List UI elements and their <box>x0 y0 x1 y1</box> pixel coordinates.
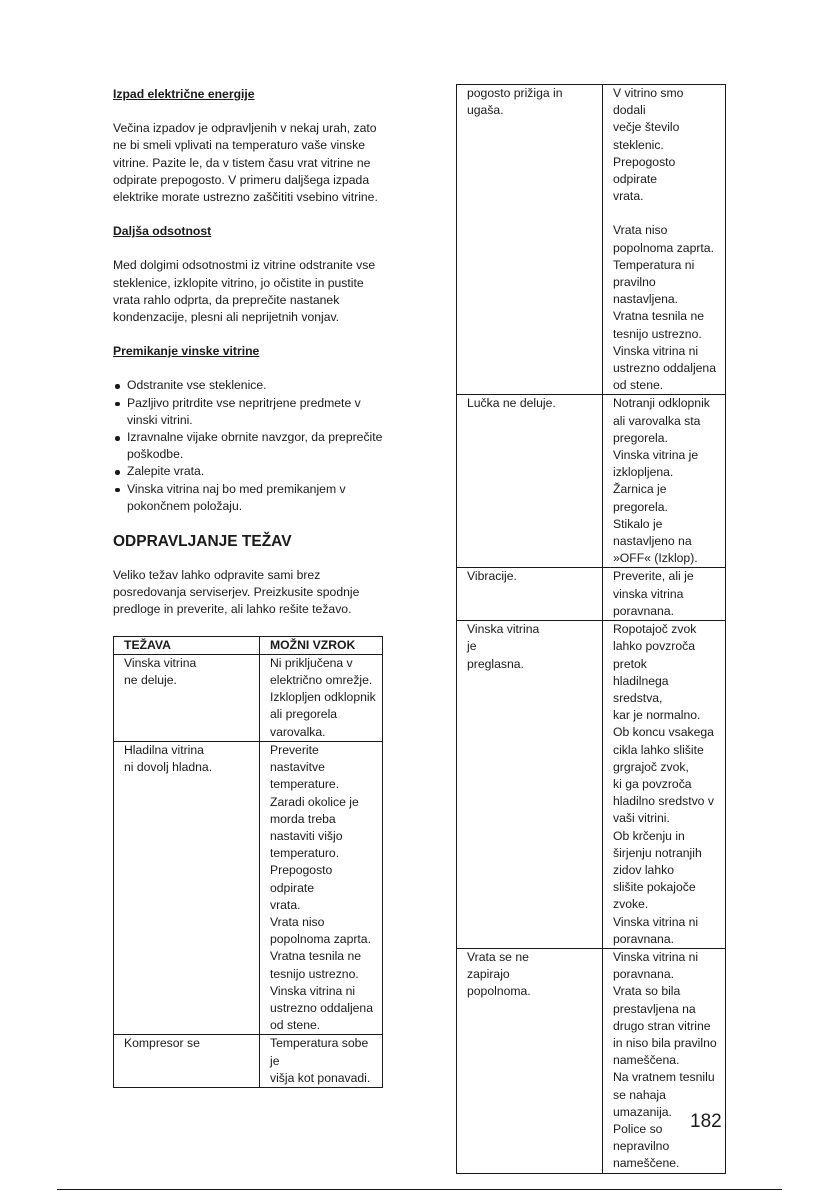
cell-line: lahko povzroča <box>613 639 695 654</box>
cell-line: Vinska vitrina ni <box>613 949 699 964</box>
power-outage-text: Večina izpadov je odpravljenih v nekaj urah, zato ne bi smeli vplivati na temperaturo vaše vinske vitrine. Pazite le, da v tistem času vrat vitrine ne odpirate prepogosto. V primeru daljšega izpada elektrike morate ustrezno zaščititi vsebino vitrine. <box>113 121 378 205</box>
cell-line: Prepogosto odpirate <box>613 154 676 187</box>
cell-line: Vrata se ne <box>467 949 529 964</box>
cell-line: zidov lahko <box>613 862 674 877</box>
cell-line: nameščene. <box>613 1156 680 1171</box>
cell-line: popolnoma zaprta. <box>270 932 371 947</box>
cell-line: temperaturo. <box>270 846 340 861</box>
table-row <box>457 621 726 949</box>
problem-cell <box>457 395 603 568</box>
cell-line: Vinska vitrina <box>124 655 197 670</box>
table-body-left <box>114 654 383 1087</box>
problem-cell <box>114 741 260 1034</box>
header-cause: MOŽNI VZROK <box>260 636 383 654</box>
cell-line: Ni priključena v <box>270 655 353 670</box>
cell-line: umazanija. <box>613 1104 672 1119</box>
cell-line: ne deluje. <box>124 673 177 688</box>
page-number: 182 <box>690 1111 722 1132</box>
cell-line: poravnana. <box>613 603 674 618</box>
cell-line: Kompresor se <box>124 1036 200 1051</box>
cause-cell <box>260 741 383 1034</box>
cell-line: od stene. <box>613 378 664 393</box>
moving-bullet-list <box>113 377 385 515</box>
cell-line: ustrezno oddaljena <box>270 1000 373 1015</box>
problem-cell <box>457 568 603 621</box>
cell-line: hladilno sredstvo v <box>613 794 714 809</box>
cell-line: pravilno nastavljena. <box>613 275 679 307</box>
cause-cell <box>260 654 383 741</box>
moving-heading: Premikanje vinske vitrine <box>113 344 260 359</box>
cell-line: tesnijo ustrezno. <box>270 966 359 981</box>
cause-cell <box>603 395 726 568</box>
cell-line: popolnoma. <box>467 984 531 999</box>
bullet-item: Vinska vitrina naj bo med premikanjem v pokončnem položaju. <box>113 481 385 515</box>
problem-cell <box>457 621 603 949</box>
absence-heading: Daljša odsotnost <box>113 224 212 239</box>
table-header-row <box>114 636 383 654</box>
cell-line: morda treba <box>270 811 336 826</box>
bullet-item: Zalepite vrata. <box>113 463 385 480</box>
troubleshooting-intro: Veliko težav lahko odpravite sami brez posredovanja serviserjev. Preizkusite spodnje predloge in preverite, ali lahko rešite težavo. <box>113 568 360 617</box>
cell-line: Vrata so bila <box>613 984 681 999</box>
cell-line: varovalka. <box>270 724 326 739</box>
troubleshooting-table-part1 <box>113 636 383 1088</box>
cell-line: prestavljena na <box>613 1001 696 1016</box>
cell-line: nastaviti višjo <box>270 828 343 843</box>
cell-line: steklenic. <box>613 137 664 152</box>
cell-line: drugo stran vitrine <box>613 1018 711 1033</box>
cause-cell <box>260 1035 383 1088</box>
cell-line: Vibracije. <box>467 569 517 584</box>
cell-line: ustrezno oddaljena <box>613 361 716 376</box>
cell-line: Vinska vitrina je <box>613 448 699 463</box>
cell-line: pogosto prižiga in <box>467 86 563 100</box>
cell-line: je <box>467 639 477 654</box>
problem-cell <box>114 1035 260 1088</box>
cell-line: Vinska vitrina ni <box>270 983 356 998</box>
cell-line: temperature. <box>270 777 340 792</box>
cell-line: se nahaja <box>613 1087 666 1102</box>
cell-line: Vinska vitrina ni <box>613 914 699 929</box>
cell-line: vinska vitrina <box>613 586 684 601</box>
cell-line: zvoke. <box>613 897 649 912</box>
troubleshooting-table-part2 <box>456 84 726 1174</box>
cell-line: Notranji odklopnik <box>613 396 710 411</box>
table-row <box>457 395 726 568</box>
cell-line: Vratna tesnila ne <box>270 949 362 964</box>
cell-line: Stikalo je <box>613 516 663 531</box>
cell-line: širjenju notranjih <box>613 845 702 860</box>
cell-line: Izklopljen odklopnik <box>270 690 376 705</box>
cell-line: višja kot ponavadi. <box>270 1070 371 1085</box>
cell-line <box>613 205 719 222</box>
cell-line: vaši vitrini. <box>613 811 670 826</box>
cell-line: tesnijo ustrezno. <box>613 326 702 341</box>
cell-line: popolnoma zaprta. <box>613 240 714 255</box>
table-body-right <box>457 85 726 1174</box>
cell-line: Hladilna vitrina <box>124 742 204 757</box>
cell-line: Temperatura ni <box>613 257 695 272</box>
bullet-item: Pazljivo pritrdite vse nepritrjene predmete v vinski vitrini. <box>113 395 385 429</box>
cell-line: Vratna tesnila ne <box>613 309 705 324</box>
cell-line: Žarnica je pregorela. <box>613 482 668 514</box>
bullet-item: Odstranite vse steklenice. <box>113 377 385 394</box>
table-row <box>114 1035 383 1088</box>
cell-line: ali pregorela <box>270 707 338 722</box>
power-outage-heading: Izpad električne energije <box>113 87 255 101</box>
table-row <box>457 85 726 395</box>
cell-line: Vinska vitrina <box>467 622 540 637</box>
cause-cell <box>603 948 726 1173</box>
cell-line: ni dovolj hladna. <box>124 760 213 775</box>
cell-line: Temperatura sobe je <box>270 1036 369 1068</box>
problem-cell <box>457 948 603 1173</box>
cell-line: izklopljena. <box>613 465 674 480</box>
cell-line: vrata. <box>270 897 301 912</box>
cell-line: vrata. <box>613 189 644 204</box>
cell-line: cikla lahko slišite <box>613 742 704 757</box>
header-problem: TEŽAVA <box>114 636 260 654</box>
cell-line: »OFF« (Izklop). <box>613 551 698 566</box>
cell-line: Vinska vitrina ni <box>613 343 699 358</box>
cause-cell <box>603 568 726 621</box>
cell-line: poravnana. <box>613 931 674 946</box>
cell-line: poravnana. <box>613 967 674 982</box>
cell-line: ugaša. <box>467 103 504 118</box>
troubleshooting-heading: ODPRAVLJANJE TEŽAV <box>113 533 292 551</box>
left-column <box>113 86 385 1088</box>
cell-line: Preverite nastavitve <box>270 742 325 775</box>
cell-line: kar je normalno. <box>613 708 701 723</box>
cell-line: Vrata niso <box>270 914 325 929</box>
footer-rule <box>57 1189 782 1190</box>
cell-line: Police so nepravilno <box>613 1121 670 1154</box>
cell-line: pregorela. <box>613 430 668 445</box>
problem-cell <box>457 85 603 395</box>
table-row <box>114 654 383 741</box>
cause-cell <box>603 621 726 949</box>
cell-line: Na vratnem tesnilu <box>613 1070 715 1085</box>
cell-line: od stene. <box>270 1018 321 1033</box>
cell-line: in niso bila pravilno <box>613 1035 717 1050</box>
cell-line: Preverite, ali je <box>613 569 694 584</box>
table-row <box>114 741 383 1034</box>
cell-line: večje število <box>613 120 680 135</box>
cell-line: Ob koncu vsakega <box>613 725 714 740</box>
absence-text: Med dolgimi odsotnostmi iz vitrine odstranite vse steklenice, izklopite vitrino, jo očistite in pustite vrata rahlo odprta, da preprečite nastanek kondenzacije, plesni ali neprijetnih vonjav. <box>113 258 376 325</box>
cell-line: električno omrežje. <box>270 673 373 688</box>
cell-line: zapirajo <box>467 967 510 982</box>
cell-line: ki ga povzroča <box>613 776 692 791</box>
cell-line: Ob krčenju in <box>613 828 685 843</box>
cell-line: nameščena. <box>613 1053 680 1068</box>
cell-line: slišite pokajoče <box>613 880 696 895</box>
cell-line: pretok <box>613 656 647 671</box>
cell-line: Zaradi okolice je <box>270 794 359 809</box>
cell-line: Ropotajoč zvok <box>613 622 697 637</box>
cause-cell <box>603 85 726 395</box>
table-row <box>457 568 726 621</box>
cell-line: Prepogosto odpirate <box>270 863 333 895</box>
cell-line: hladilnega sredstva, <box>613 673 669 705</box>
right-column <box>456 84 726 1174</box>
cell-line: preglasna. <box>467 656 524 671</box>
cell-line: grgrajoč zvok, <box>613 759 689 774</box>
table-row <box>457 948 726 1173</box>
cell-line: Lučka ne deluje. <box>467 396 556 411</box>
cell-line: V vitrino smo dodali <box>613 86 684 118</box>
cell-line: nastavljeno na <box>613 534 692 549</box>
bullet-item: Izravnalne vijake obrnite navzgor, da preprečite poškodbe. <box>113 429 385 463</box>
problem-cell <box>114 654 260 741</box>
cell-line: Vrata niso <box>613 223 668 238</box>
cell-line: ali varovalka sta <box>613 413 701 428</box>
